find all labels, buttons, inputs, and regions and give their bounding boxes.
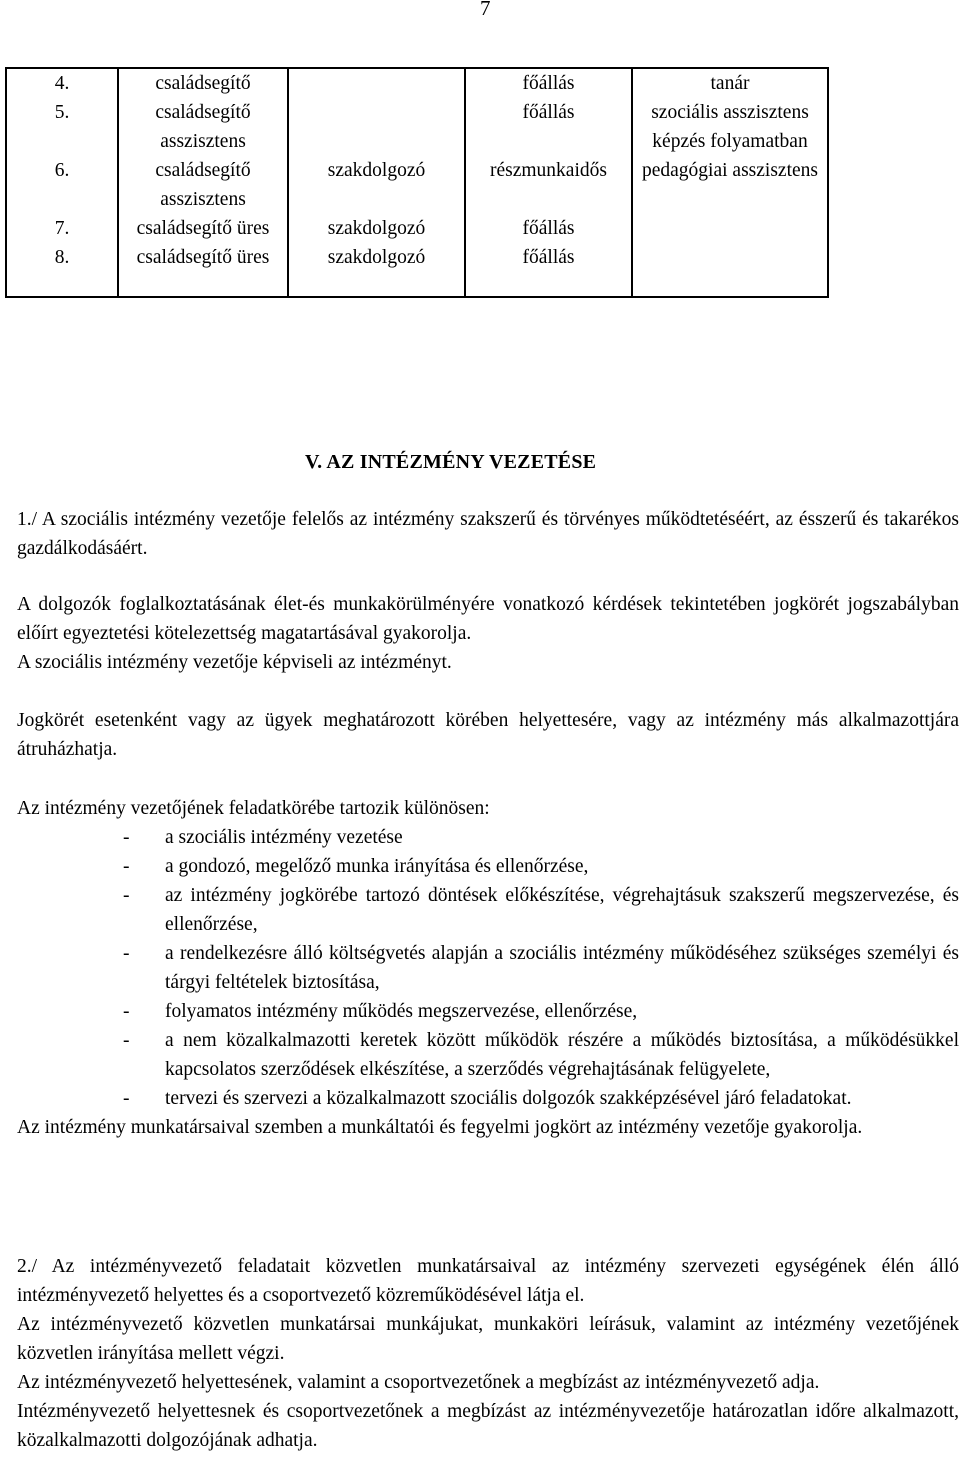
paragraph-text: A szociális intézmény vezetője képviseli az intézményt. [17, 652, 452, 673]
paragraph-deputies [17, 1252, 959, 1455]
list-item: - a szociális intézmény vezetése [17, 823, 959, 852]
role-cell: családsegítő asszisztens [118, 98, 288, 156]
qualification-cell [288, 68, 465, 98]
duties-list [17, 823, 959, 1113]
page-number: 7 [480, 0, 491, 20]
paragraph-text: Az intézményvezető közvetlen munkatársai munkájukat, munkaköri leírásuk, valamint az intézmény vezetőjének közvetlen irányítása mellett végzi. [17, 1314, 959, 1364]
role-cell: családsegítő üres [118, 214, 288, 243]
paragraph-text: Intézményvezető helyettesnek és csoportvezetőnek a megbízást az intézményvezetője határozatlan időre alkalmazott, közalkalmazotti dolgozójának adhatja. [17, 1401, 959, 1451]
paragraph-text: Jogkörét esetenként vagy az ügyek meghatározott körében helyettesére, vagy az intézmény más alkalmazottjára átruházhatja. [17, 710, 959, 760]
row-number: 6. [6, 156, 118, 214]
education-cell: szociális asszisztens képzés folyamatban [632, 98, 828, 156]
row-number: 4. [6, 68, 118, 98]
table-row [6, 156, 828, 214]
education-cell: pedagógiai asszisztens [632, 156, 828, 214]
qualification-cell: szakdolgozó [288, 156, 465, 214]
paragraph-text: Az intézmény munkatársaival szemben a munkáltatói és fegyelmi jogkört az intézmény vezetője gyakorolja. [17, 1117, 863, 1138]
paragraph-delegation [17, 706, 959, 764]
list-item: - tervezi és szervezi a közalkalmazott szociális dolgozók szakképzésével járó feladatokat. [17, 1084, 959, 1113]
education-cell: tanár [632, 68, 828, 98]
list-item: - folyamatos intézmény működés megszervezése, ellenőrzése, [17, 997, 959, 1026]
paragraph-text: 1./ A szociális intézmény vezetője felelős az intézmény szakszerű és törvényes működtetéséért, az ésszerű és takarékos gazdálkodásáért. [17, 509, 959, 559]
employment-cell: főállás [465, 243, 632, 297]
duties-intro: Az intézmény vezetőjének feladatkörébe tartozik különösen: [17, 798, 490, 819]
paragraph-leader-responsibility [17, 505, 959, 563]
table-row [6, 214, 828, 243]
paragraph-employment-rights [17, 590, 959, 677]
employment-cell: főállás [465, 98, 632, 156]
role-cell: családsegítő üres [118, 243, 288, 297]
employment-cell: főállás [465, 214, 632, 243]
list-item: - az intézmény jogkörébe tartozó döntések előkészítése, végrehajtásuk szakszerű megszervezése, és ellenőrzése, [17, 881, 959, 939]
employment-cell: részmunkaidős [465, 156, 632, 214]
education-cell [632, 214, 828, 243]
list-item: - a gondozó, megelőző munka irányítása és ellenőrzése, [17, 852, 959, 881]
qualification-cell: szakdolgozó [288, 243, 465, 297]
staff-table [5, 67, 829, 298]
role-cell: családsegítő [118, 68, 288, 98]
qualification-cell [288, 98, 465, 156]
table-row [6, 243, 828, 297]
education-cell [632, 243, 828, 297]
list-item: - a nem közalkalmazotti keretek között működök részére a működés biztosítása, a működésükkel kapcsolatos szerződések elkészítése, a szerződés végrehajtásának felügyelete, [17, 1026, 959, 1084]
section-title: V. AZ INTÉZMÉNY VEZETÉSE [305, 451, 597, 473]
paragraph-text: A dolgozók foglalkoztatásának élet-és munkakörülményére vonatkozó kérdések tekintetében jogkörét jogszabályban előírt egyeztetési kötelezettség magatartásával gyakorolja. [17, 594, 959, 644]
table-row [6, 98, 828, 156]
list-item: - a rendelkezésre álló költségvetés alapján a szociális intézmény működéséhez szükséges személyi és tárgyi feltételek biztosítása, [17, 939, 959, 997]
employment-cell: főállás [465, 68, 632, 98]
role-cell: családsegítő asszisztens [118, 156, 288, 214]
table-row [6, 68, 828, 98]
row-number: 8. [6, 243, 118, 297]
qualification-cell: szakdolgozó [288, 214, 465, 243]
paragraph-text: Az intézményvezető helyettesének, valamint a csoportvezetőnek a megbízást az intézményvezető adja. [17, 1372, 820, 1393]
row-number: 5. [6, 98, 118, 156]
duties-section [17, 794, 959, 1142]
paragraph-text: 2./ Az intézményvezető feladatait közvetlen munkatársaival az intézmény szervezeti egységének élén álló intézményvezető helyettes és a csoportvezető közreműködésével látja el. [17, 1256, 959, 1306]
row-number: 7. [6, 214, 118, 243]
